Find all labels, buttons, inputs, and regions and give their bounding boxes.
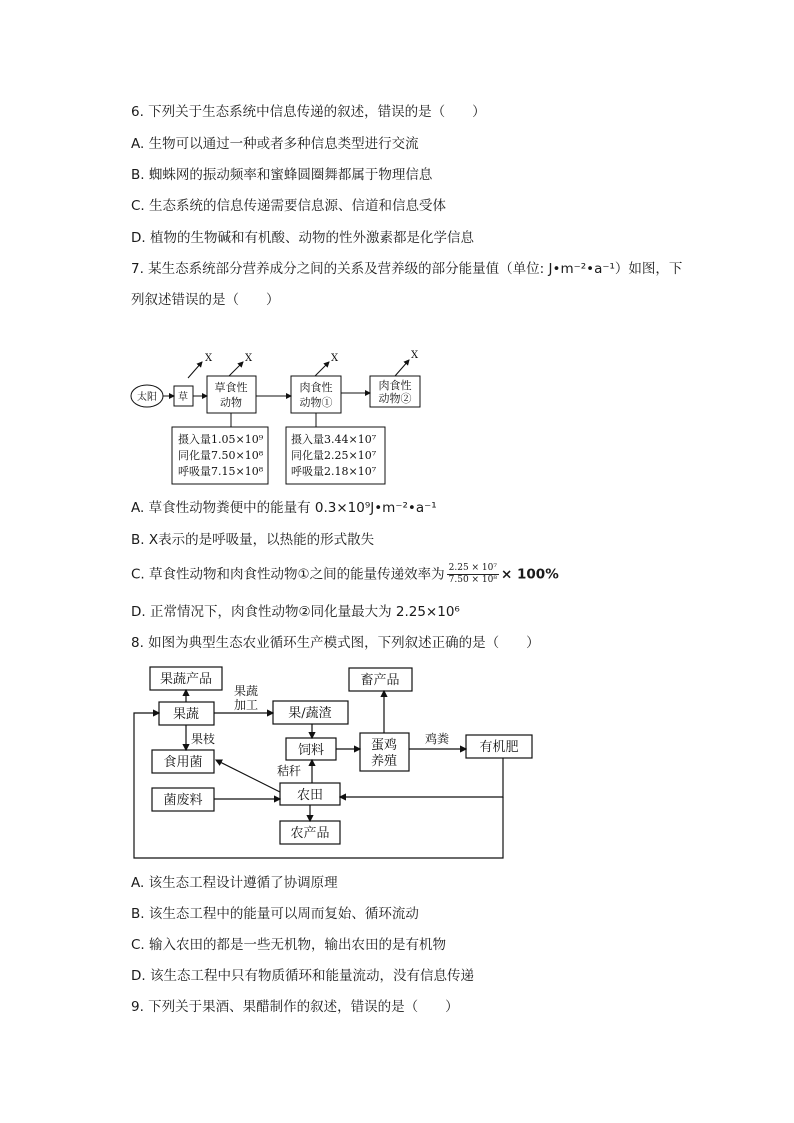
branch-label: 果枝 bbox=[191, 732, 216, 746]
feed-box: 饲料 bbox=[297, 743, 325, 758]
efficiency-fraction bbox=[447, 563, 499, 586]
q8-option-c: C. 输入农田的都是一些无机物，输出农田的是有机物 bbox=[131, 937, 447, 953]
q6-stem: 6. 下列关于生态系统中信息传递的叙述，错误的是（ ） bbox=[131, 104, 486, 120]
herbivore-respiration: 呼吸量7.15×10⁸ bbox=[178, 465, 264, 478]
q7-option-c bbox=[131, 563, 559, 586]
sun-label: 太阳 bbox=[137, 392, 157, 403]
q7-option-c-text: C. 草食性动物和肉食性动物①之间的能量传递效率为 bbox=[131, 566, 445, 583]
q7-option-a: A. 草食性动物粪便中的能量有 0.3×10⁹J•m⁻²•a⁻¹ bbox=[131, 500, 437, 516]
q7-stem-line1: 7. 某生态系统部分营养成分之间的关系及营养级的部分能量值（单位: J•m⁻²•a⁻¹）如图，下 bbox=[131, 261, 683, 277]
q7-option-d: D. 正常情况下，肉食性动物②同化量最大为 2.25×10⁶ bbox=[131, 604, 460, 620]
carnivore-respiration: 呼吸量2.18×10⁷ bbox=[291, 465, 377, 478]
herbivore-label-1: 草食性 bbox=[214, 381, 248, 394]
x-label-carnivore2: X bbox=[411, 350, 419, 361]
q7-stem-line2: 列叙述错误的是（ ） bbox=[131, 292, 280, 308]
x-label-herbivore: X bbox=[245, 353, 253, 364]
fruit-product-box: 果蔬产品 bbox=[159, 672, 213, 687]
grass-label: 草 bbox=[178, 392, 188, 403]
x-label-grass: X bbox=[205, 353, 213, 364]
egg-farm-label-2: 养殖 bbox=[370, 754, 398, 769]
straw-label: 秸秆 bbox=[277, 764, 302, 778]
carnivore1-label-2: 动物① bbox=[299, 396, 333, 409]
carnivore2-label-2: 动物② bbox=[378, 392, 412, 405]
x-label-carnivore1: X bbox=[331, 353, 339, 364]
processing-label-2: 加工 bbox=[233, 698, 259, 712]
q8-option-d: D. 该生态工程中只有物质循环和能量流动，没有信息传递 bbox=[131, 968, 474, 984]
carnivore-intake: 摄入量3.44×10⁷ bbox=[291, 433, 377, 446]
herbivore-intake: 摄入量1.05×10⁹ bbox=[178, 433, 264, 446]
processing-label-1: 果蔬 bbox=[233, 684, 259, 698]
livestock-product-box: 畜产品 bbox=[360, 673, 400, 688]
q8-option-b: B. 该生态工程中的能量可以周而复始、循环流动 bbox=[131, 906, 419, 922]
manure-label: 鸡粪 bbox=[424, 732, 450, 746]
mushroom-box: 食用菌 bbox=[163, 755, 203, 770]
q9-stem: 9. 下列关于果酒、果醋制作的叙述，错误的是（ ） bbox=[131, 999, 459, 1015]
waste-box: 菌废料 bbox=[163, 793, 203, 808]
fertilizer-box: 有机肥 bbox=[479, 740, 519, 755]
herbivore-label-2: 动物 bbox=[220, 396, 242, 409]
q6-option-d: D. 植物的生物碱和有机酸、动物的性外激素都是化学信息 bbox=[131, 230, 474, 246]
carnivore-assimilation: 同化量2.25×10⁷ bbox=[291, 449, 377, 462]
q6-option-a: A. 生物可以通过一种或者多种信息类型进行交流 bbox=[131, 136, 419, 152]
herbivore-assimilation: 同化量7.50×10⁸ bbox=[178, 449, 264, 462]
residue-box: 果/蔬渣 bbox=[288, 706, 332, 721]
q6-option-b: B. 蜘蛛网的振动频率和蜜蜂圆圈舞都属于物理信息 bbox=[131, 167, 433, 183]
carnivore1-label-1: 肉食性 bbox=[299, 381, 333, 394]
q8-stem: 8. 如图为典型生态农业循环生产模式图，下列叙述正确的是（ ） bbox=[131, 635, 540, 651]
fraction-numerator: 2.25 × 10⁷ bbox=[448, 563, 497, 573]
fraction-denominator: 7.50 × 10⁸ bbox=[448, 575, 497, 585]
q8-option-a: A. 该生态工程设计遵循了协调原理 bbox=[131, 875, 338, 891]
egg-farm-label-1: 蛋鸡 bbox=[370, 738, 398, 753]
farmland-box: 农田 bbox=[296, 788, 324, 803]
agri-product-box: 农产品 bbox=[290, 826, 330, 841]
q6-option-c: C. 生态系统的信息传递需要信息源、信道和信息受体 bbox=[131, 198, 447, 214]
carnivore2-label-1: 肉食性 bbox=[378, 379, 412, 392]
q7-energy-flow-diagram bbox=[125, 345, 445, 485]
q7-option-b: B. X表示的是呼吸量，以热能的形式散失 bbox=[131, 532, 375, 548]
fruit-box: 果蔬 bbox=[172, 707, 200, 722]
q8-eco-agriculture-diagram bbox=[128, 664, 538, 864]
fraction-multiplier: × 100% bbox=[501, 566, 559, 583]
